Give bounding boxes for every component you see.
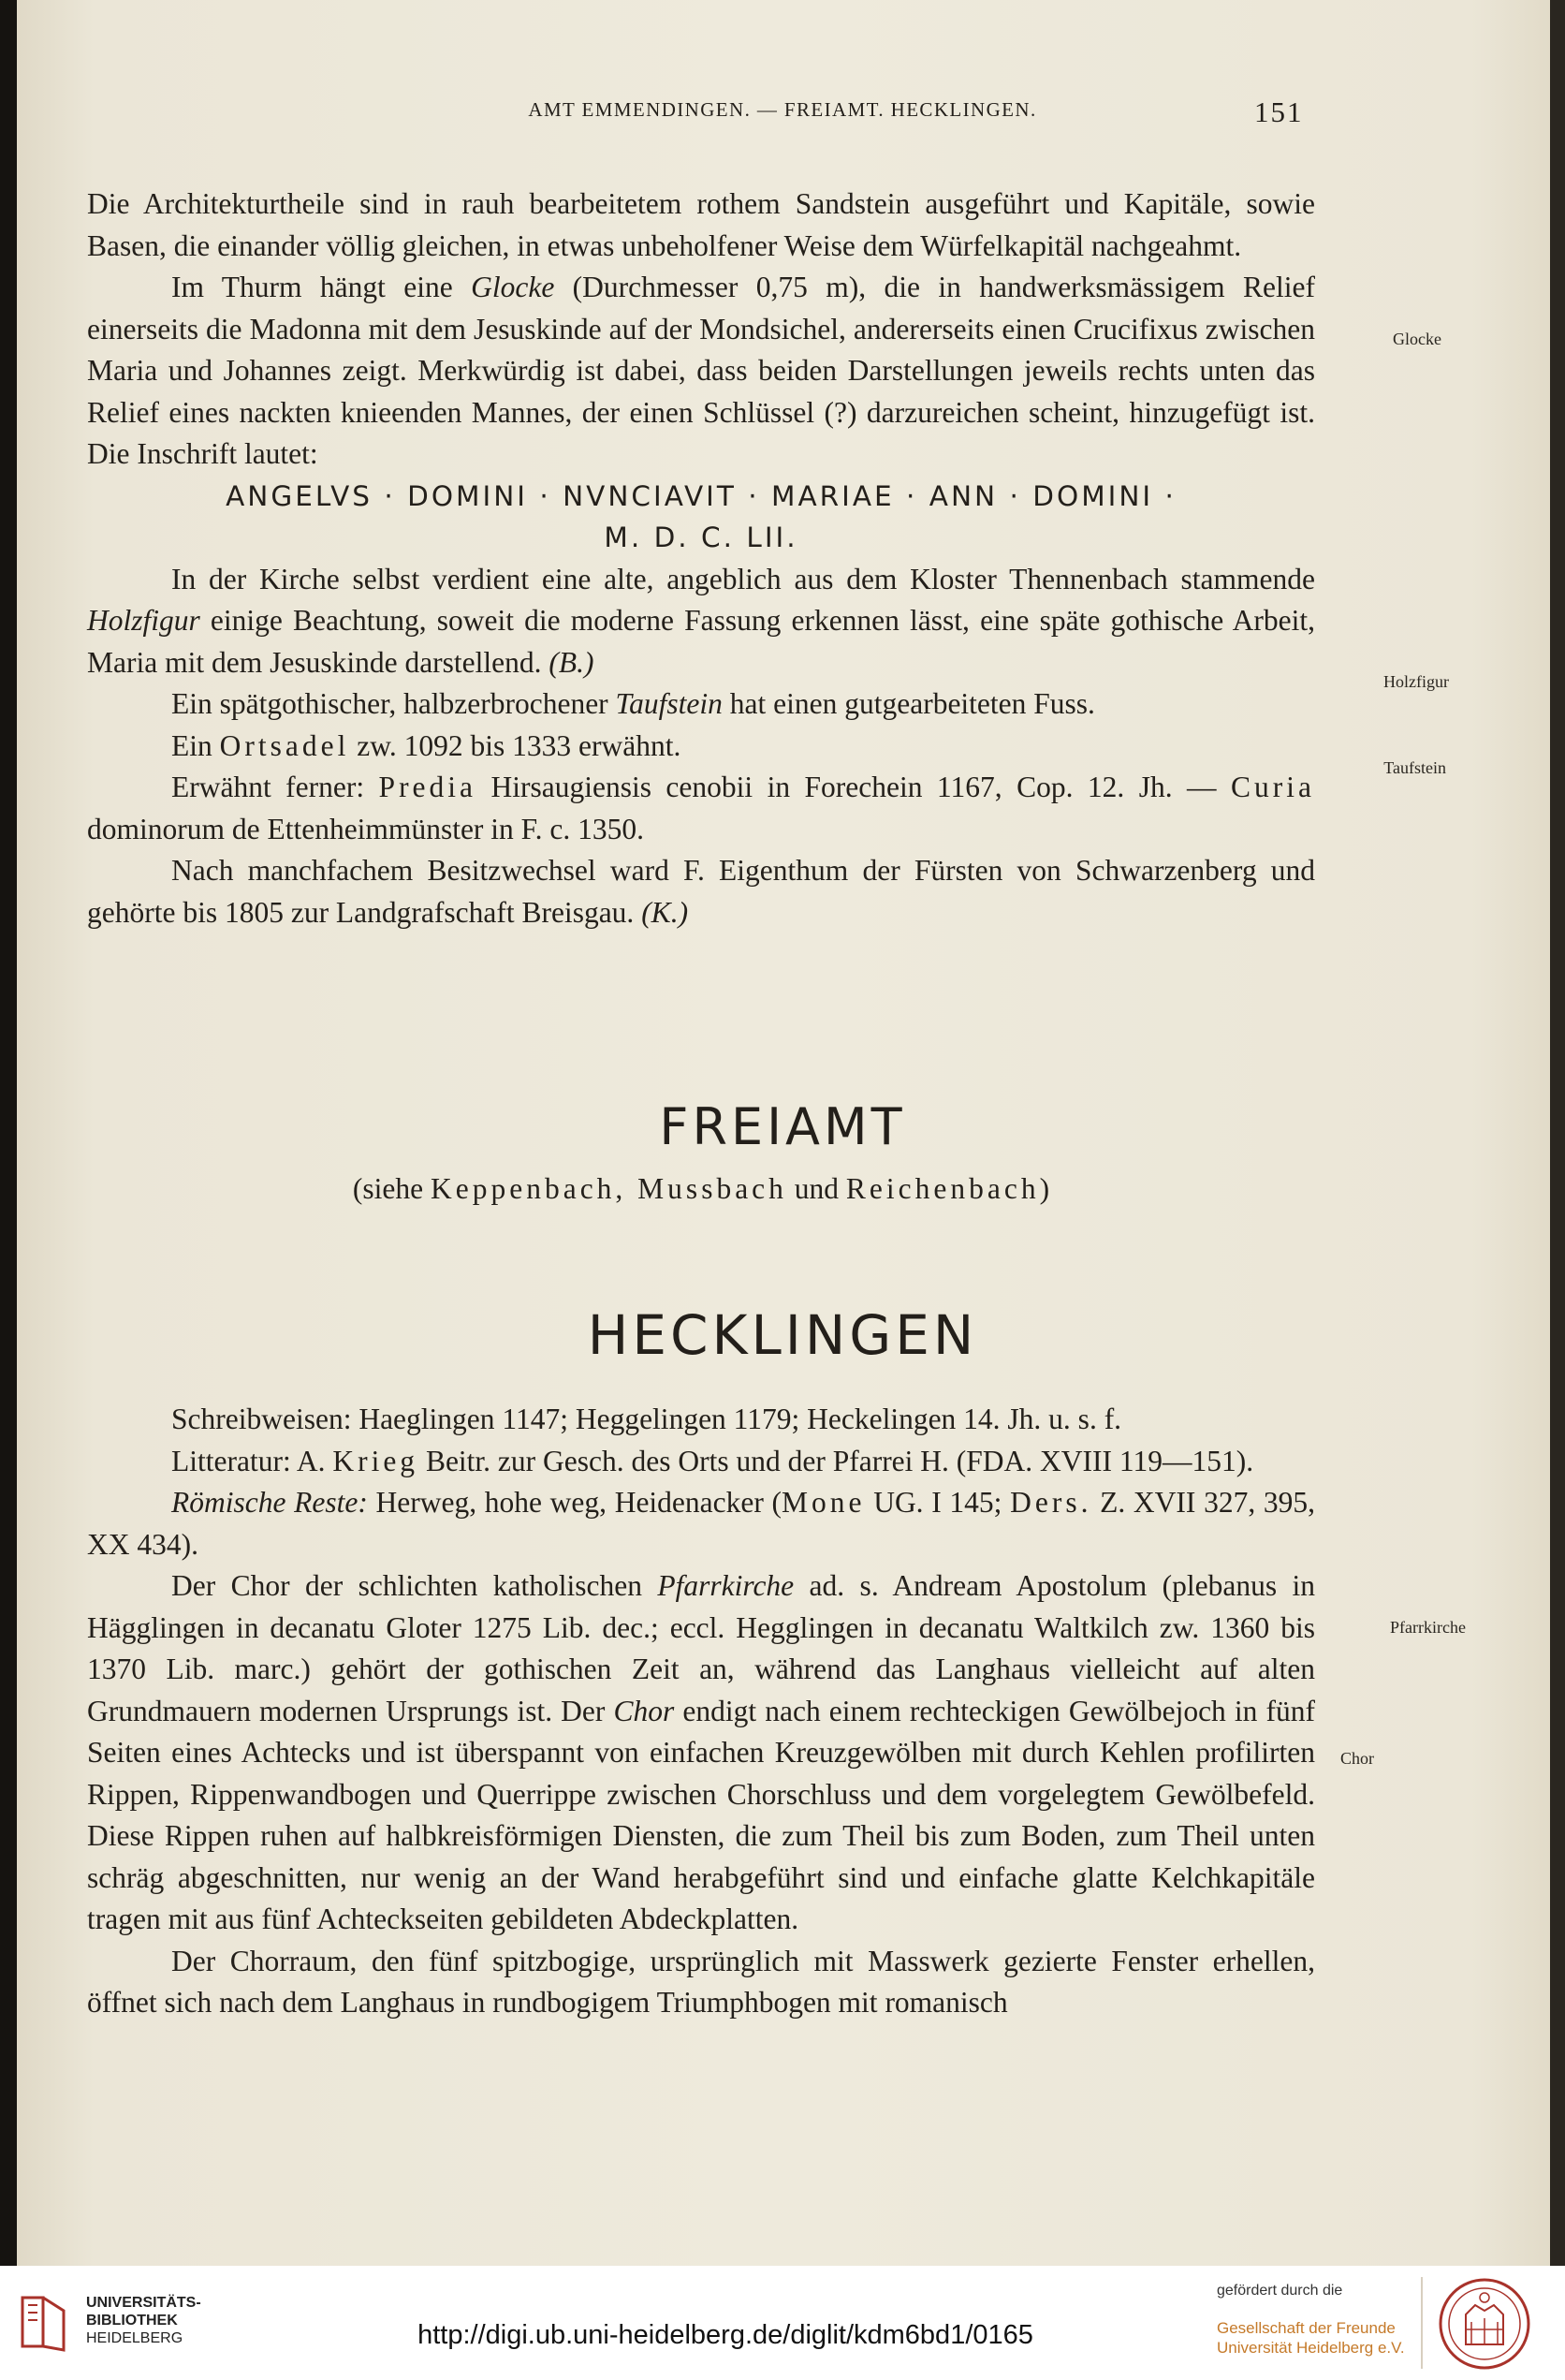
author-signature: (B.)	[548, 645, 594, 679]
paragraph-holzfigur	[87, 559, 1315, 684]
footer-divider	[1421, 2277, 1423, 2369]
text-run: Ein spätgothischer, halbzerbrochener	[171, 687, 616, 720]
paragraph-roemische-reste	[87, 1482, 1315, 1565]
margin-note-chor: Chor	[1340, 1749, 1374, 1768]
freiamt-subtitle	[87, 1168, 1315, 1211]
text-run: einige Beachtung, soweit die moderne Fassung erkennen lässt, eine späte gothische Arbeit, Maria mit dem Jesuskinde darstellend.	[87, 604, 1315, 679]
paragraph-pfarrkirche	[87, 1565, 1315, 1941]
text-run: Litteratur: A.	[171, 1444, 333, 1477]
keyword-roemische-reste: Römische Reste:	[171, 1486, 368, 1519]
spaced-term: Reichenbach	[845, 1172, 1040, 1205]
margin-note-pfarrkirche: Pfarrkirche	[1390, 1618, 1466, 1637]
society-name-line: Universität Heidelberg e.V.	[1217, 2339, 1405, 2357]
section-title-freiamt: FREIAMT	[659, 1097, 906, 1156]
text-run: endigt nach einem rechteckigen Gewölbejoch in fünf Seiten eines Achtecks und ist überspannt von einfachen Kreuzgewölben mit durch Kehlen profilirten Rippen, Rippenwandbogen und Querrippe zwischen Chorschluss und dem vorgelegtem Gewölbefeld. Diese Rippen ruhen auf halbkreisförmigen Diensten, die zum Theil bis zum Boden, zum Theil unten schräg abgeschnitten, nur wenig an der Wand herabgeführt sind und einfache glatte Kelchkapitäle tragen mit aus fünf Achteckseiten gebildeten Abdeckplatten.	[87, 1694, 1315, 1935]
text-block-hecklingen	[87, 1399, 1315, 2024]
margin-note-taufstein: Taufstein	[1383, 758, 1446, 777]
text-run: dominorum de Ettenheimmünster in F. c. 1350.	[87, 812, 645, 845]
keyword-chor: Chor	[613, 1694, 675, 1727]
text-run: (siehe	[352, 1172, 431, 1205]
inscription-line-2: M. D. C. LII.	[604, 522, 798, 553]
library-name-line: HEIDELBERG	[86, 2330, 183, 2346]
text-run: Ein	[171, 728, 220, 762]
margin-note-holzfigur: Holzfigur	[1383, 672, 1449, 691]
keyword-taufstein: Taufstein	[615, 687, 723, 720]
paragraph-chorraum: Der Chorraum, den fünf spitzbogige, ursprünglich mit Masswerk gezierte Fenster erhellen, öffnet sich nach dem Langhaus in rundbogigem Triumphbogen mit romanisch	[87, 1944, 1315, 2019]
keyword-pfarrkirche: Pfarrkirche	[657, 1569, 795, 1602]
text-run: In der Kirche selbst verdient eine alte, angeblich aus dem Kloster Thennenbach stammende	[171, 562, 1315, 595]
paragraph-erwaehnt	[87, 767, 1315, 850]
text-run: ad. s. Andream Apostolum (plebanus in Hägglingen in decanatu Gloter 1275 Lib. dec.; eccl. Hegglingen in decanatu Waltkilch zw. 1360 bis 1370 Lib. marc.) gehört der gothischen Zeit an, während das Langhaus vielleicht auf alten Grundmauern modernen Ursprungs ist. Der	[87, 1569, 1315, 1727]
spaced-term: Predia	[378, 771, 477, 803]
text-run: Beitr. zur Gesch. des Orts und der Pfarrei H. (FDA. XVIII 119—151).	[418, 1444, 1254, 1477]
spaced-term: Ortsadel	[219, 728, 350, 762]
text-block-upper	[87, 184, 1315, 933]
paragraph-schreibweisen: Schreibweisen: Haeglingen 1147; Heggelingen 1179; Heckelingen 14. Jh. u. s. f.	[171, 1403, 1122, 1435]
text-run: Nach manchfachem Besitzwechsel ward F. Eigenthum der Fürsten von Schwarzenberg und gehörte bis 1805 zur Landgrafschaft Breisgau.	[87, 854, 1315, 929]
paragraph-litteratur	[87, 1441, 1315, 1483]
text-run: (Durchmesser 0,75 m), die in handwerksmässigem Relief einerseits die Madonna mit dem Jesuskinde auf der Mondsichel, andererseits einen Crucifixus zwischen Maria und Johannes zeigt. Merkwürdig ist dabei, dass beiden Darstellungen jeweils rechts unten das Relief eines nackten knieenden Mannes, der einen Schlüssel (?) darzureichen scheint, hinzugefügt ist. Die Inschrift lautet:	[87, 271, 1315, 470]
spaced-term: Mone	[782, 1486, 866, 1519]
margin-note-glocke: Glocke	[1393, 330, 1441, 348]
footer-bar	[0, 2266, 1565, 2380]
society-name-line: Gesellschaft der Freunde	[1217, 2319, 1396, 2337]
university-seal-icon	[1438, 2277, 1531, 2371]
running-head: AMT EMMENDINGEN. — FREIAMT. HECKLINGEN.	[528, 98, 1037, 121]
text-run: Erwähnt ferner:	[171, 771, 379, 803]
keyword-holzfigur: Holzfigur	[87, 604, 200, 637]
funded-by-label: gefördert durch die	[1217, 2283, 1343, 2299]
page-number: 151	[1254, 95, 1304, 128]
text-run: und	[786, 1172, 846, 1205]
permalink-url[interactable]: http://digi.ub.uni-heidelberg.de/diglit/kdm6bd1/0165	[417, 2320, 1033, 2350]
text-run: hat einen gutgearbeiteten Fuss.	[722, 687, 1095, 720]
text-run: )	[1039, 1172, 1050, 1205]
spaced-term: Ders.	[1010, 1486, 1092, 1519]
text-run: UG. I 145;	[865, 1486, 1011, 1519]
text-run: Hirsaugiensis cenobii in Forechein 1167, Cop. 12. Jh. —	[476, 771, 1231, 803]
paragraph-architecture: Die Architekturtheile sind in rauh bearbeitetem rothem Sandstein ausgeführt und Kapitäle, sowie Basen, die einander völlig gleichen, in etwas unbeholfener Weise dem Würfelkapitäl nachgeahmt.	[87, 187, 1315, 262]
paragraph-glocke	[87, 267, 1315, 476]
paragraph-taufstein	[87, 683, 1315, 726]
spaced-term: Keppenbach, Mussbach	[431, 1172, 787, 1205]
text-run: Z. XVII 327, 395, XX 434).	[87, 1486, 1315, 1561]
paragraph-ortsadel	[87, 726, 1315, 768]
text-run: zw. 1092 bis 1333 erwähnt.	[349, 728, 681, 762]
text-run: Herweg, hohe weg, Heidenacker (	[367, 1486, 782, 1519]
paragraph-besitzwechsel	[87, 850, 1315, 933]
text-run: Der Chor der schlichten katholischen	[171, 1569, 658, 1602]
library-name-line: BIBLIOTHEK	[86, 2313, 178, 2329]
inscription-line-1: ANGELVS · DOMINI · NVNCIAVIT · MARIAE · ANN · DOMINI ·	[226, 479, 1177, 512]
text-run: Im Thurm hängt eine	[171, 271, 472, 303]
library-name-line: UNIVERSITÄTS-	[86, 2295, 201, 2311]
society-name	[1217, 2318, 1405, 2358]
spaced-term: Krieg	[332, 1444, 419, 1477]
section-title-hecklingen: HECKLINGEN	[587, 1303, 978, 1367]
author-signature: (K.)	[641, 895, 689, 929]
spaced-term: Curia	[1231, 771, 1315, 803]
keyword-glocke: Glocke	[471, 271, 555, 303]
